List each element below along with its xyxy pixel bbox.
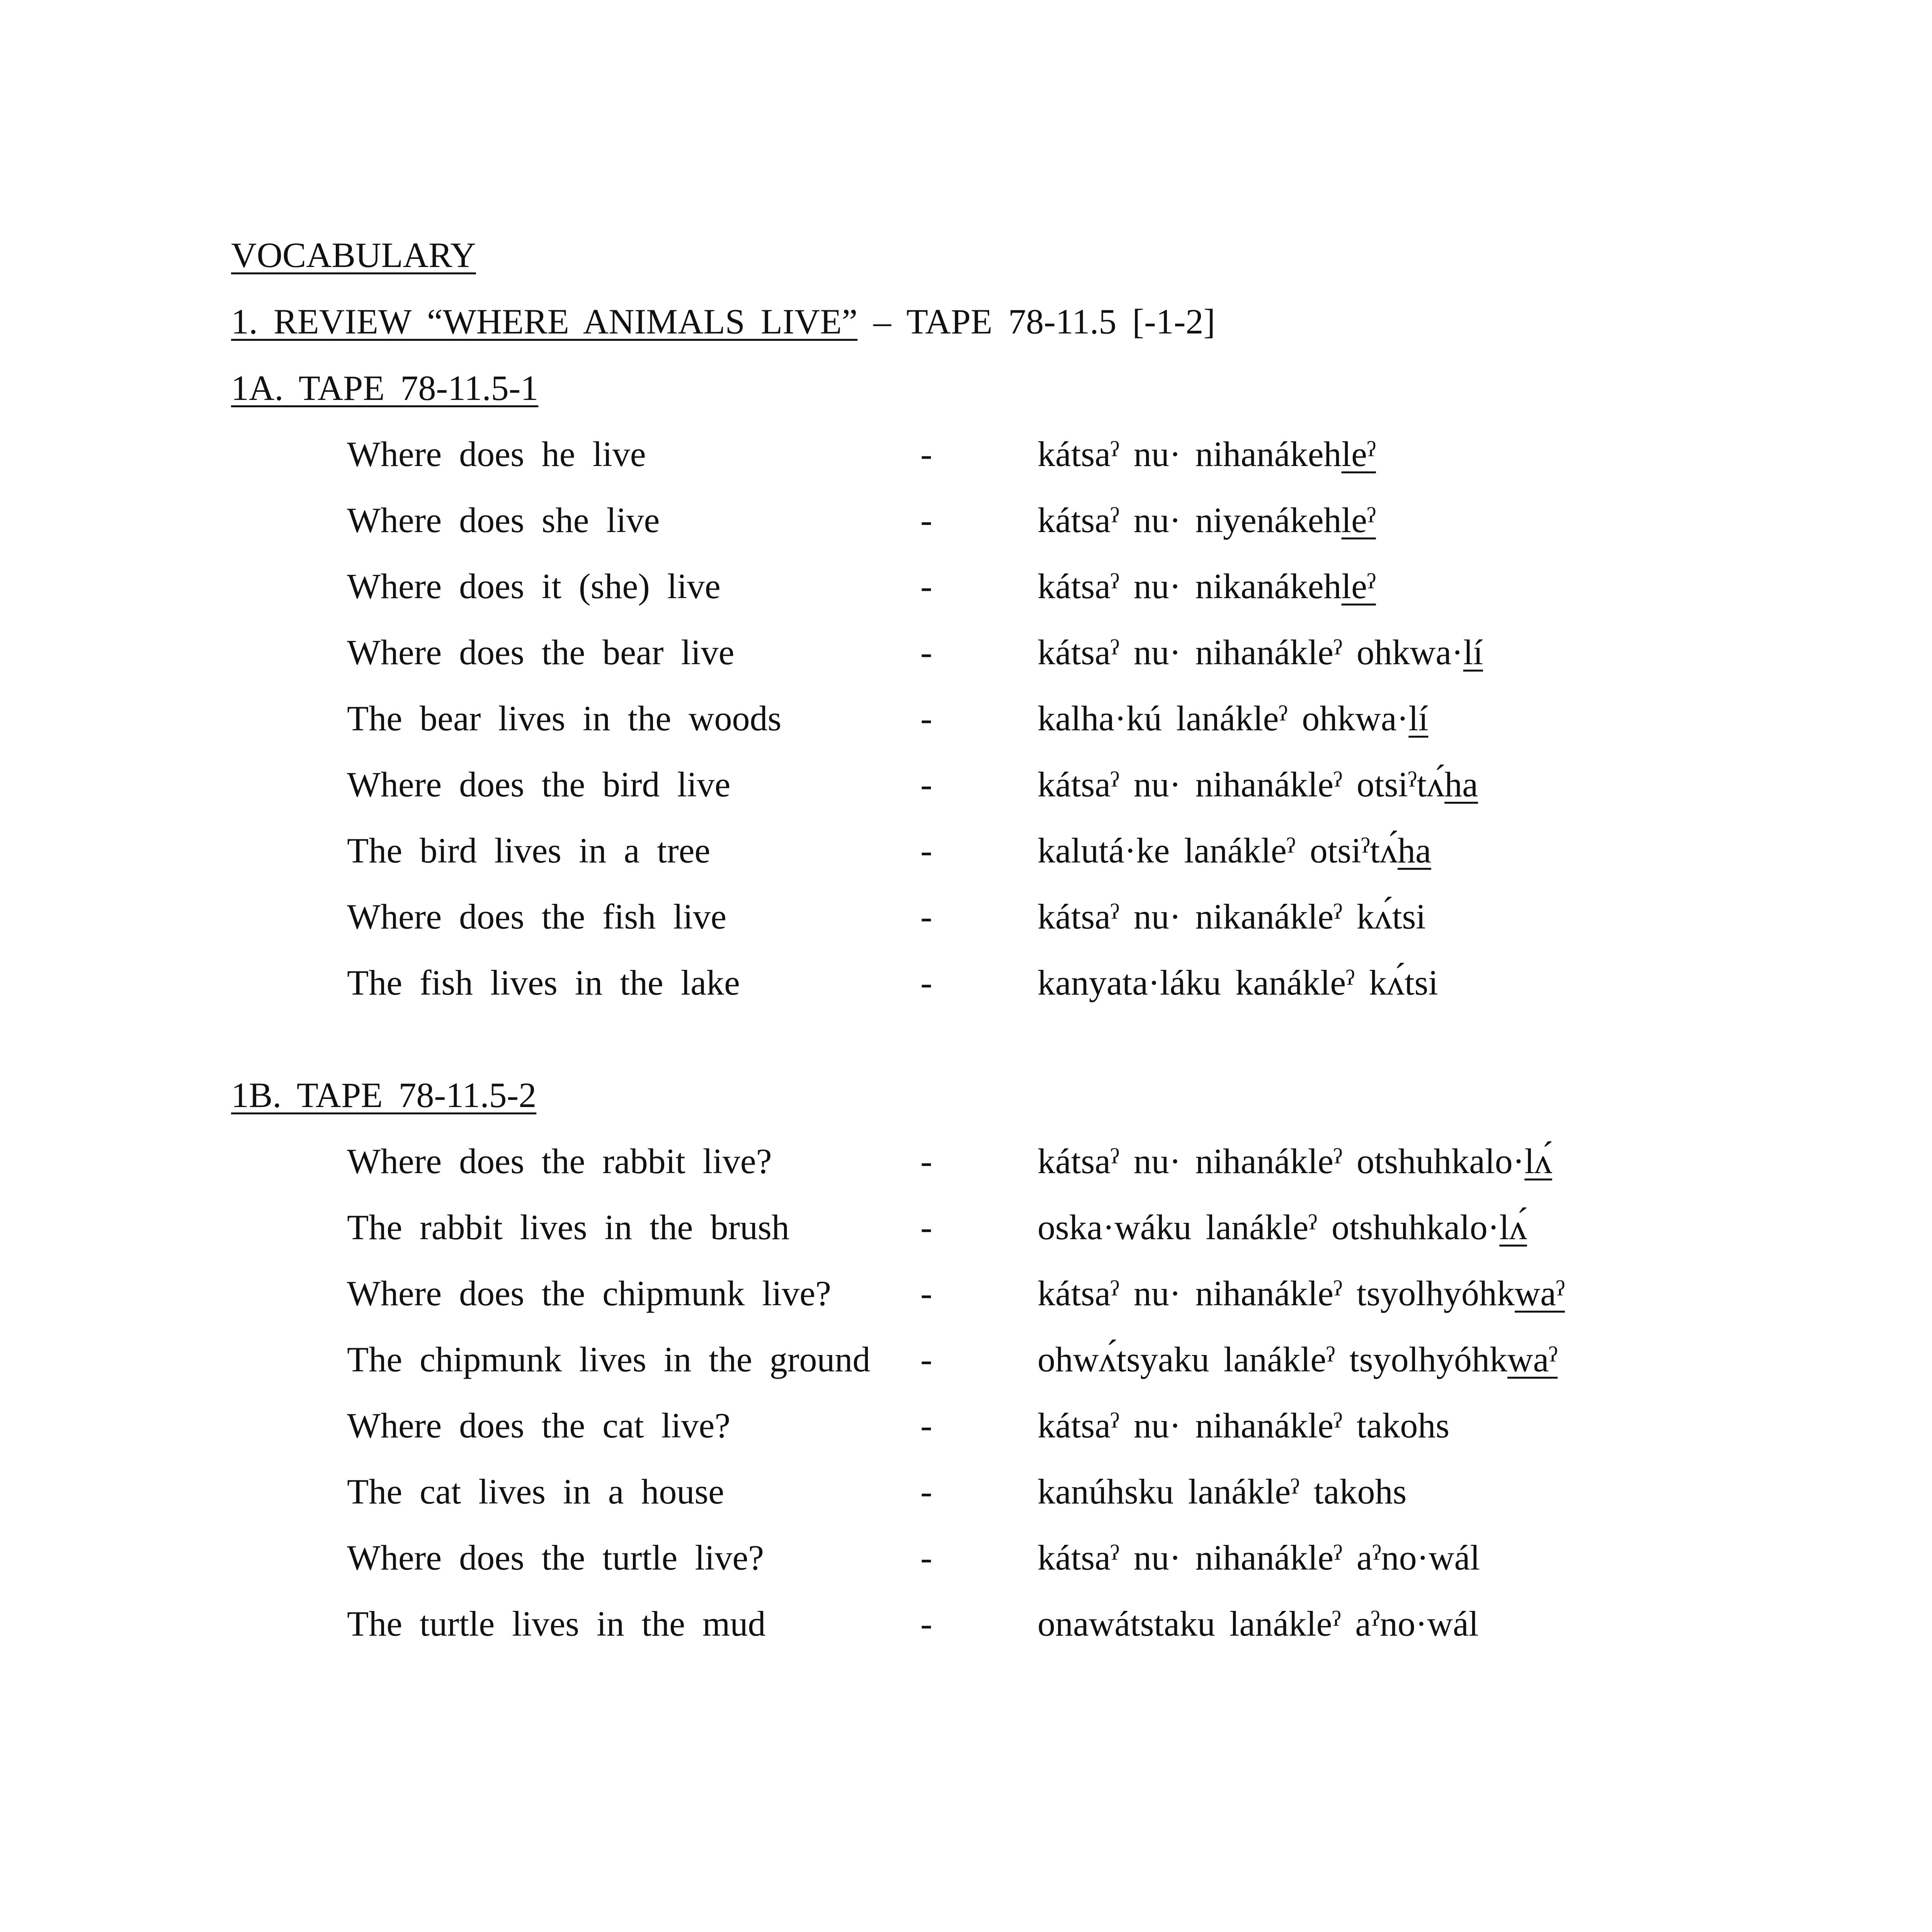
oneida-phrase (1037, 1204, 1527, 1250)
oneida-underlined-text: leˀ (1341, 566, 1376, 606)
oneida-text: kátsaˀ nu· nikanákeh (1037, 566, 1342, 606)
vocab-row (0, 893, 1932, 940)
english-phrase: Where does the cat live? (347, 1406, 731, 1445)
separator-dash: - (920, 434, 932, 474)
vocab-row (0, 1204, 1932, 1250)
separator-dash: - (920, 500, 932, 540)
oneida-underlined-text: lʌ́ (1524, 1141, 1552, 1181)
oneida-phrase (1037, 629, 1483, 675)
oneida-text: kátsaˀ nu· nihanákleˀ ohkwa· (1037, 633, 1463, 672)
english-phrase: The cat lives in a house (347, 1472, 724, 1511)
vocab-row (0, 1468, 1932, 1515)
vocab-row (0, 827, 1932, 874)
section-b-title: 1B. TAPE 78-11.5-2 (231, 1075, 537, 1115)
review-tape-label: – TAPE 78-11.5 [-1-2] (857, 302, 1215, 341)
review-title: 1. REVIEW “WHERE ANIMALS LIVE” (231, 302, 858, 341)
oneida-phrase (1037, 761, 1478, 808)
vocab-row (0, 1534, 1932, 1581)
oneida-underlined-text: ha (1444, 765, 1478, 804)
oneida-phrase (1037, 893, 1426, 940)
oneida-phrase (1037, 1468, 1406, 1515)
separator-dash: - (920, 1406, 932, 1445)
oneida-phrase (1037, 497, 1376, 543)
english-phrase: Where does it (she) live (347, 566, 721, 606)
vocab-row (0, 1402, 1932, 1449)
english-phrase: The fish lives in the lake (347, 963, 740, 1002)
english-phrase: Where does the bird live (347, 765, 731, 804)
oneida-phrase (1037, 827, 1431, 874)
vocab-row (0, 959, 1932, 1006)
separator-dash: - (920, 1141, 932, 1181)
vocab-row (0, 1138, 1932, 1184)
vocab-row (0, 497, 1932, 543)
separator-dash: - (920, 1340, 932, 1379)
oneida-text: kátsaˀ nu· nikanákleˀ kʌ́tsi (1037, 897, 1426, 936)
vocab-row (0, 761, 1932, 808)
oneida-underlined-text: waˀ (1507, 1340, 1558, 1379)
vocab-row (0, 1600, 1932, 1647)
oneida-phrase (1037, 1402, 1449, 1449)
oneida-text: kátsaˀ nu· nihanákleˀ tsyolhyóhk (1037, 1274, 1515, 1313)
oneida-phrase (1037, 563, 1376, 609)
section-a-heading (231, 365, 538, 411)
section-b-heading (231, 1072, 536, 1118)
english-phrase: The bird lives in a tree (347, 831, 711, 870)
vocab-row (0, 629, 1932, 675)
oneida-phrase (1037, 695, 1428, 742)
english-phrase: Where does she live (347, 500, 660, 540)
separator-dash: - (920, 1208, 932, 1247)
vocab-row (0, 695, 1932, 742)
oneida-underlined-text: lí (1463, 633, 1483, 672)
separator-dash: - (920, 566, 932, 606)
oneida-text: oska·wáku lanákleˀ otshuhkalo· (1037, 1208, 1500, 1247)
english-phrase: The rabbit lives in the brush (347, 1208, 789, 1247)
separator-dash: - (920, 897, 932, 936)
oneida-text: kalha·kú lanákleˀ ohkwa· (1037, 699, 1409, 738)
oneida-underlined-text: lʌ́ (1499, 1208, 1527, 1247)
separator-dash: - (920, 963, 932, 1002)
separator-dash: - (920, 765, 932, 804)
oneida-text: onawátstaku lanákleˀ aˀno·wál (1037, 1604, 1479, 1643)
oneida-text: kátsaˀ nu· niyenákeh (1037, 500, 1342, 540)
english-phrase: Where does the bear live (347, 633, 735, 672)
oneida-text: ohwʌ́tsyaku lanákleˀ tsyolhyóhk (1037, 1340, 1508, 1379)
oneida-text: kátsaˀ nu· nihanákleˀ takohs (1037, 1406, 1450, 1445)
oneida-text: kanúhsku lanákleˀ takohs (1037, 1472, 1407, 1511)
vocabulary-title: VOCABULARY (231, 235, 476, 275)
oneida-underlined-text: leˀ (1341, 500, 1376, 540)
oneida-text: kalutá·ke lanákleˀ otsiˀtʌ́ (1037, 831, 1398, 870)
separator-dash: - (920, 1604, 932, 1643)
vocab-row (0, 431, 1932, 477)
oneida-phrase (1037, 1138, 1552, 1184)
oneida-underlined-text: ha (1398, 831, 1431, 870)
oneida-underlined-text: lí (1408, 699, 1429, 738)
oneida-phrase (1037, 1336, 1558, 1383)
oneida-text: kanyata·láku kanákleˀ kʌ́tsi (1037, 963, 1438, 1002)
english-phrase: Where does he live (347, 434, 646, 474)
vocab-row (0, 1270, 1932, 1316)
english-phrase: Where does the fish live (347, 897, 727, 936)
english-phrase: Where does the turtle live? (347, 1538, 764, 1577)
oneida-text: kátsaˀ nu· nihanákleˀ aˀno·wál (1037, 1538, 1480, 1577)
oneida-text: kátsaˀ nu· nihanákleˀ otsiˀtʌ́ (1037, 765, 1445, 804)
oneida-phrase (1037, 959, 1438, 1006)
english-phrase: Where does the rabbit live? (347, 1141, 772, 1181)
separator-dash: - (920, 633, 932, 672)
separator-dash: - (920, 831, 932, 870)
separator-dash: - (920, 1472, 932, 1511)
english-phrase: The turtle lives in the mud (347, 1604, 766, 1643)
separator-dash: - (920, 699, 932, 738)
separator-dash: - (920, 1538, 932, 1577)
separator-dash: - (920, 1274, 932, 1313)
english-phrase: The bear lives in the woods (347, 699, 782, 738)
english-phrase: Where does the chipmunk live? (347, 1274, 831, 1313)
oneida-underlined-text: leˀ (1341, 434, 1376, 474)
english-phrase: The chipmunk lives in the ground (347, 1340, 871, 1379)
oneida-phrase (1037, 1534, 1480, 1581)
oneida-phrase (1037, 1600, 1478, 1647)
section-a-title: 1A. TAPE 78-11.5-1 (231, 368, 539, 408)
oneida-text: kátsaˀ nu· nihanákeh (1037, 434, 1342, 474)
oneida-underlined-text: waˀ (1514, 1274, 1565, 1313)
vocabulary-heading (231, 232, 476, 278)
vocab-row (0, 563, 1932, 609)
oneida-text: kátsaˀ nu· nihanákleˀ otshuhkalo· (1037, 1141, 1525, 1181)
oneida-phrase (1037, 1270, 1565, 1316)
review-heading (231, 298, 1215, 345)
vocab-row (0, 1336, 1932, 1383)
oneida-phrase (1037, 431, 1376, 477)
